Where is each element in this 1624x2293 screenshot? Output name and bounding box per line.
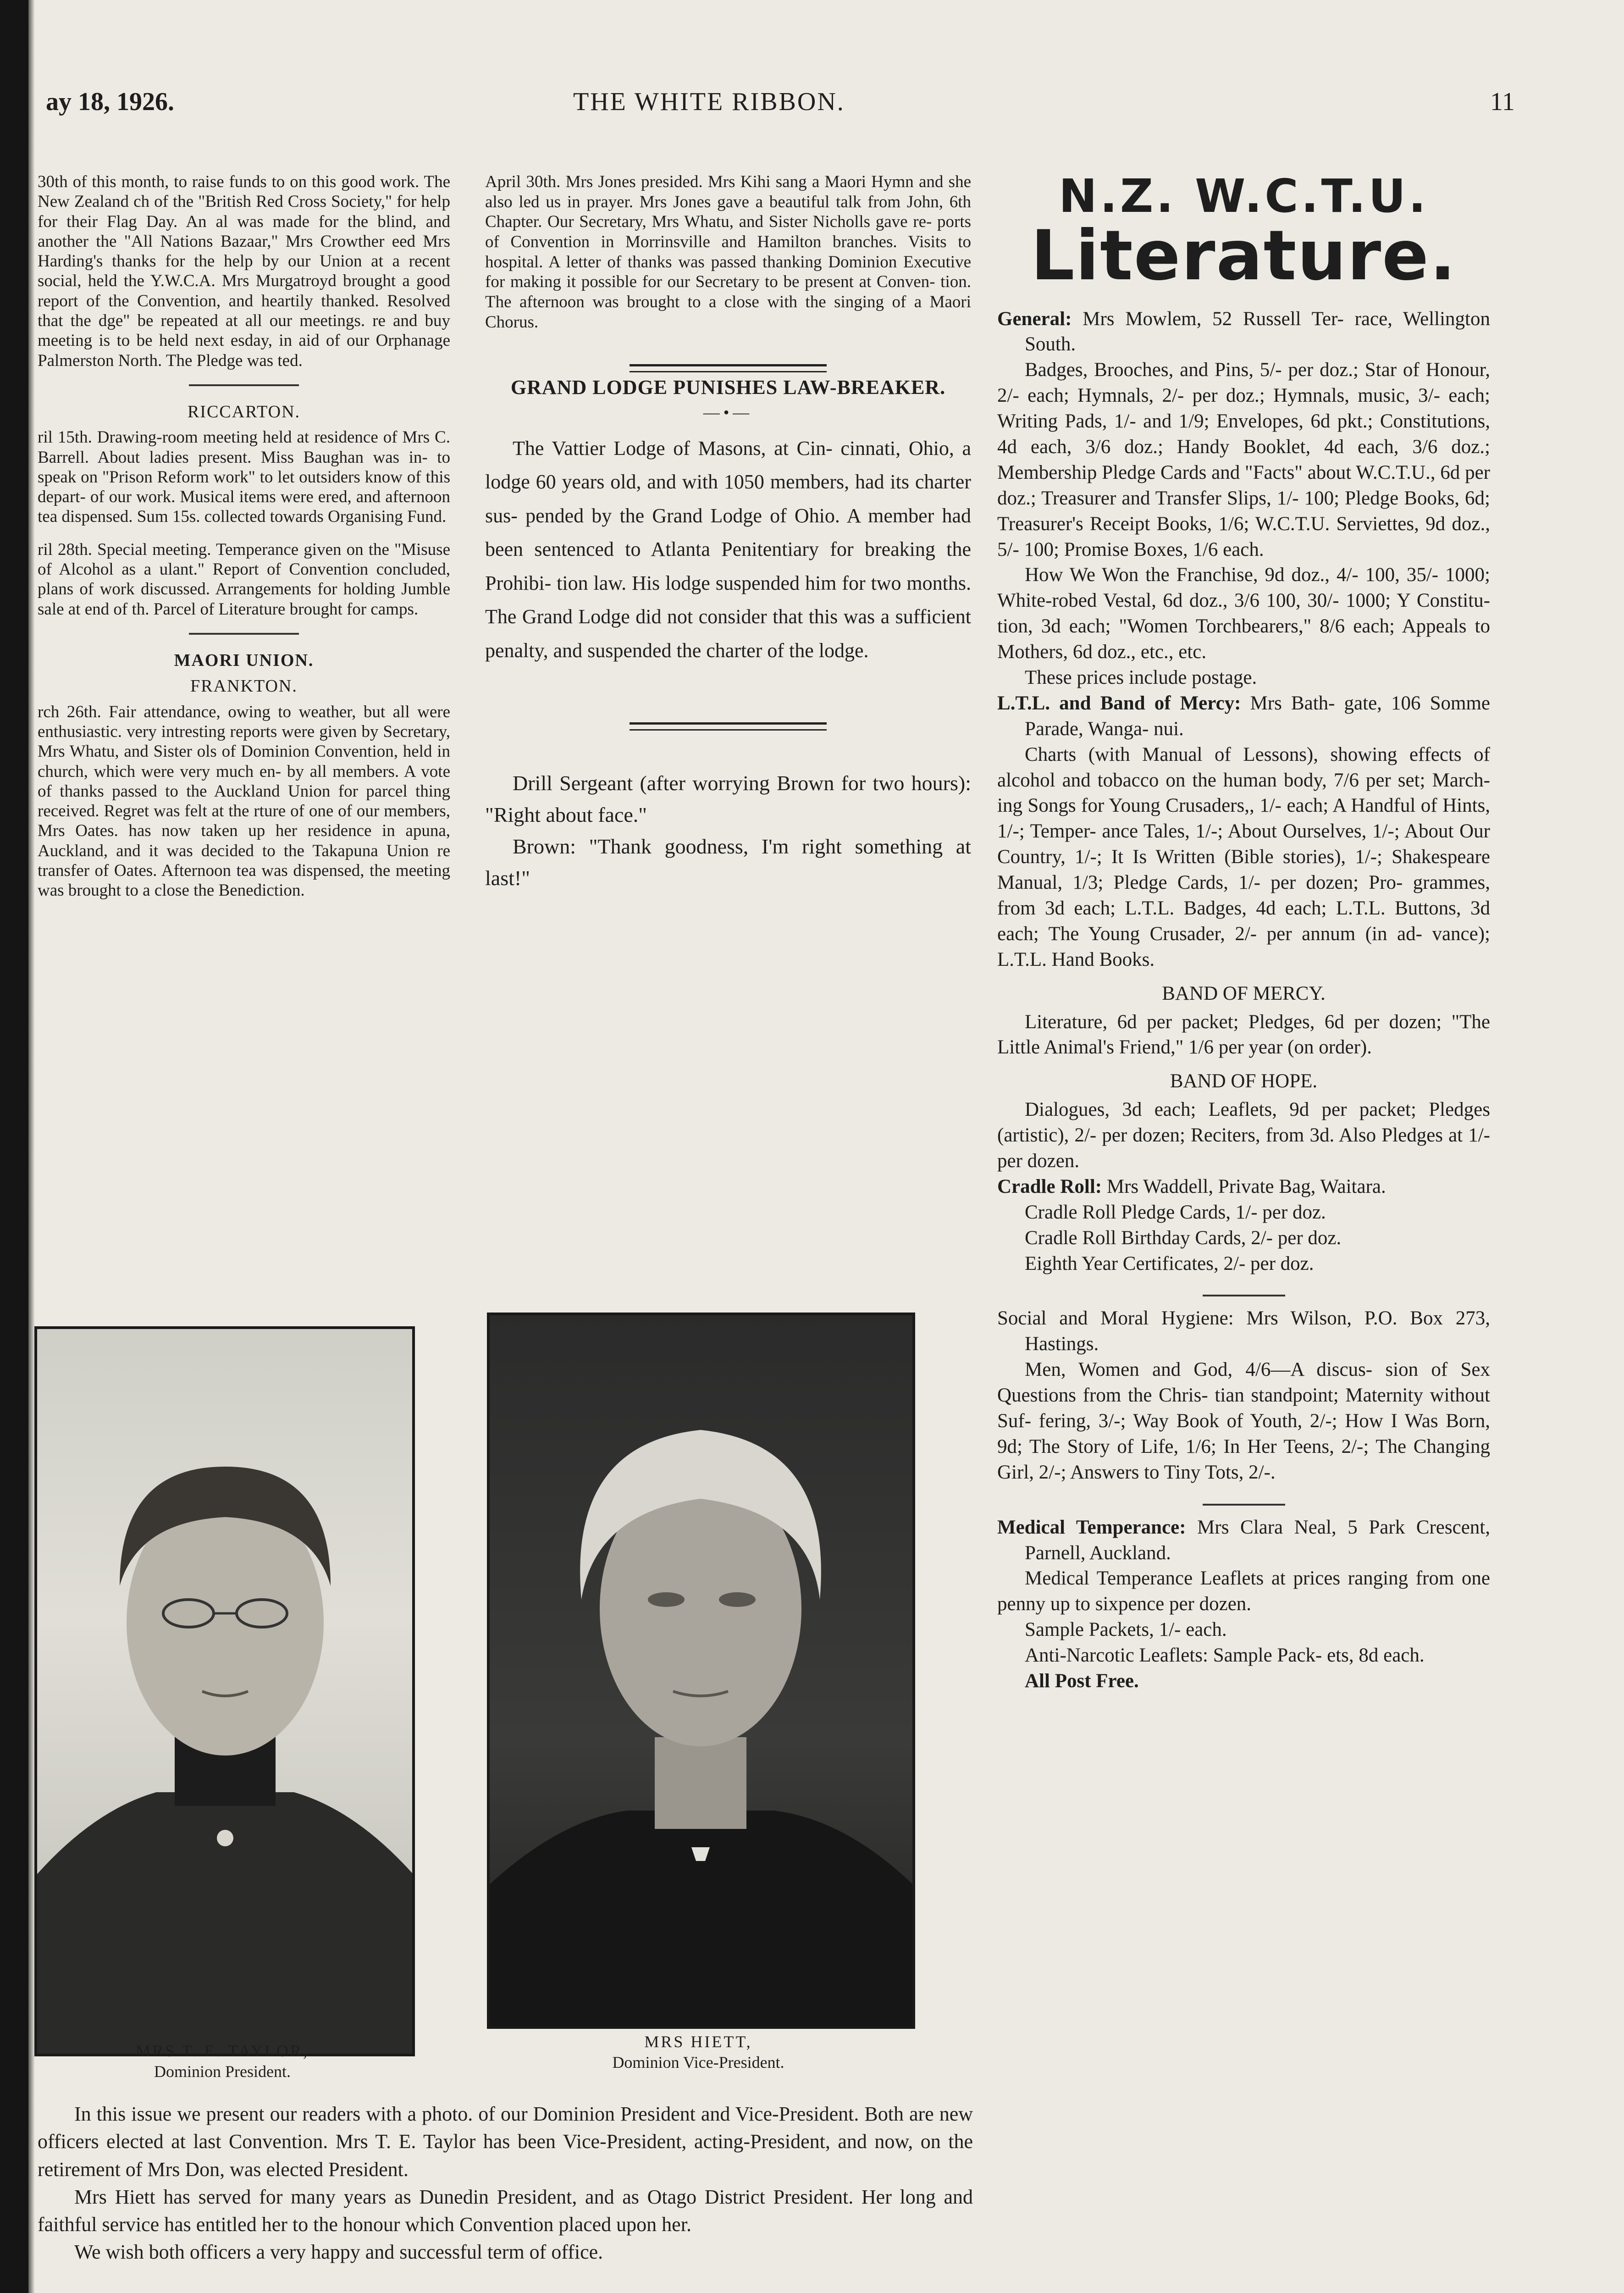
riccarton-heading: RICCARTON. <box>187 402 301 421</box>
section-divider <box>1203 1504 1285 1506</box>
social-hygiene-price-list: Men, Women and God, 4/6—A discus- sion of Sex Questions from the Chris- tian standpoint; Maternity without Suf- fering, 3/-; Way Book of Youth, 2/-; How I Was Born, 9d; The Story of Life, 1/6; In Her Teens, 2/-; The Changing Girl, 2/-; Answers to Tiny Tots, 2/-. <box>997 1359 1490 1483</box>
left-column <box>38 172 450 901</box>
newspaper-title: THE WHITE RIBBON. <box>573 88 845 116</box>
cradle-roll-address: Mrs Waddell, Private Bag, Waitara. <box>1102 1175 1386 1197</box>
post-free-note: All Post Free. <box>1025 1670 1139 1692</box>
sample-packets: Sample Packets, 1/- each. <box>1025 1619 1227 1641</box>
announcement-paragraph-3: We wish both officers a very happy and successful term of office. <box>74 2241 603 2264</box>
caption-taylor-name: MRS T. E. TAYLOR, <box>136 2042 309 2060</box>
cradle-roll-birthday-cards: Cradle Roll Birthday Cards, 2/- per doz. <box>1025 1227 1342 1249</box>
page-binding-edge <box>0 0 28 2293</box>
caption-taylor <box>34 2041 410 2082</box>
cradle-roll-label: Cradle Roll: <box>997 1175 1102 1197</box>
social-hygiene-contact: Social and Moral Hygiene: Mrs Wilson, P.O. Box 273, Hastings. <box>997 1307 1490 1355</box>
riccarton-report-april-28: ril 28th. Special meeting. Temperance given on the "Misuse of Alcohol as a ulant." Report of Convention concluded, plans of work discussed. Arrangements for holding Jumble sale at end of th. Parcel of Literature brought for camps. <box>38 540 450 619</box>
maori-union-heading: MAORI UNION. <box>174 650 314 670</box>
double-rule <box>630 364 827 372</box>
general-contact <box>997 306 1490 358</box>
medical-temperance-contact <box>997 1515 1490 1566</box>
medical-temperance-label: Medical Temperance: <box>997 1516 1186 1538</box>
announcement-paragraph-1: In this issue we present our readers with a photo. of our Dominion President and Vice-President. Both are new officers elected at last Convention. Mrs T. E. Taylor has been Vice-President, acting-President, and now, on the retirement of Mrs Don, was elected President. <box>38 2103 973 2181</box>
middle-column <box>485 172 971 894</box>
postage-note: These prices include postage. <box>1025 666 1257 688</box>
caption-hiett-name: MRS HIETT, <box>644 2033 752 2051</box>
caption-hiett-role: Dominion Vice-President. <box>612 2053 784 2071</box>
literature-heading-org: N.Z. W.C.T.U. <box>1059 169 1429 223</box>
riccarton-report-april-15: ril 15th. Drawing-room meeting held at residence of Mrs C. Barrell. About ladies present. Miss Baughan was in- to speak on "Prison Reform work" to let outsiders know of this depart- of our work. Musical items were ered, and afternoon tea dispensed. Sum 15s. collected towards Organising Fund. <box>38 428 450 526</box>
double-rule <box>630 722 827 731</box>
caption-taylor-role: Dominion President. <box>154 2062 291 2081</box>
ltl-address: Mrs Bath- gate, 106 Somme Parade, Wanga- nui. <box>1025 692 1490 740</box>
grand-lodge-article: The Vattier Lodge of Masons, at Cin- cinnati, Ohio, a lodge 60 years old, and with 1050 members, had its charter sus- pended by the Grand Lodge of Ohio. A member had been sentenced to Atlanta Penitentiary for breaking the Prohibi- tion law. His lodge suspended him for two months. The Grand Lodge did not consider that this was a sufficient penalty, and suspended the charter of the lodge. <box>485 437 971 662</box>
cradle-roll-contact <box>997 1174 1490 1200</box>
literature-heading-title: Literature. <box>1031 216 1457 296</box>
caption-hiett <box>487 2032 910 2073</box>
anti-narcotic-leaflets: Anti-Narcotic Leaflets: Sample Pack- ets, 8d each. <box>1025 1645 1425 1667</box>
ltl-contact <box>997 691 1490 742</box>
band-of-hope-prices: Dialogues, 3d each; Leaflets, 9d per packet; Pledges (artistic), 2/- per dozen; Reciters, from 3d. Also Pledges at 1/- per dozen. <box>997 1099 1490 1172</box>
general-price-list: Badges, Brooches, and Pins, 5/- per doz.; Star of Honour, 2/- each; Hymnals, 2/- per doz.; Hymnals, music, 3/- each; Writing Pads, 1/- and 1/9; Envelopes, 6d pkt.; Constitutions, 4d each, 3/6 doz.; Handy Booklet, 4d each, 3/6 doz.; Membership Pledge Cards and "Facts" about W.C.T.U., 6d per doz.; Treasurer and Transfer Slips, 1/- 100; Pledge Books, 6d; Treasurer's Receipt Books, 1/6; W.C.T.U. Serviettes, 9d doz., 5/- 100; Promise Boxes, 1/6 each. <box>997 359 1490 560</box>
frankton-heading: FRANKTON. <box>190 676 298 696</box>
ltl-price-list: Charts (with Manual of Lessons), showing effects of alcohol and tobacco on the human body, 7/6 per set; March- ing Songs for Young Crusaders,, 1/- each; A Handful of Hints, 1/-; Temper- ance Tales, 1/-; About Ourselves, 1/-; About Our Country, 1/-; It Is Written (Bible stories), 1/-; Shakespeare Manual, 1/3; Pledge Cards, 1/- per dozen; Pro- grammes, from 3d each; L.T.L. Badges, 4d each; L.T.L. Buttons, 3d each; The Young Crusader, 2/- per annum (in ad- vance); L.T.L. Hand Books. <box>997 743 1490 970</box>
photo-mrs-hiett <box>487 1313 915 2029</box>
frankton-april-report: April 30th. Mrs Jones presided. Mrs Kihi sang a Maori Hymn and she also led us in prayer. Mrs Jones gave a beautiful talk from John, 6th Chapter. Our Secretary, Mrs Whatu, and Sister Nicholls gave re- ports of Convention in Morrinsville and Hamilton branches. Visits to hospital. A letter of thanks was passed thanking Dominion Executive for making it possible for our Secretary to be present at Conven- tion. The afternoon was brought to a close with the singing of a Maori Chorus. <box>485 172 971 332</box>
photo-mrs-taylor <box>34 1326 415 2056</box>
joke-line-sergeant: Drill Sergeant (after worrying Brown for two hours): "Right about face." <box>485 771 971 826</box>
literature-heading <box>997 169 1490 296</box>
cradle-roll-pledge-cards: Cradle Roll Pledge Cards, 1/- per doz. <box>1025 1201 1326 1223</box>
joke-line-brown: Brown: "Thank goodness, I'm right something at last!" <box>485 835 971 890</box>
article-headline: GRAND LODGE PUNISHES LAW-BREAKER. <box>510 376 946 399</box>
general-address: Mrs Mowlem, 52 Russell Ter- race, Wellington South. <box>1025 308 1490 355</box>
issue-date: ay 18, 1926. <box>46 88 174 116</box>
headline-ornament: —•— <box>703 403 753 422</box>
union-report-intro: 30th of this month, to raise funds to on this good work. The New Zealand ch of the "British Red Cross Society," for help for their Flag Day. An al was made for the blind, and another the "All Nations Bazaar," Mrs Crowther eed Mrs Harding's thanks for the help by our Union at a recent social, held the Y.W.C.A. Mrs Murgatroyd brought a good report of the Convention, and heartily thanked. Resolved that the dge" be repeated at all our meetings. re and buy meeting is to be held next esday, in aid of our Orphanage Palmerston North. The Pledge was ted. <box>38 172 450 370</box>
section-divider <box>189 384 299 386</box>
right-column-literature <box>997 169 1490 1694</box>
band-of-mercy-heading: BAND OF MERCY. <box>1162 982 1326 1004</box>
page-header <box>37 87 1531 128</box>
section-divider <box>189 633 299 635</box>
page-number: 11 <box>1490 88 1515 116</box>
section-divider <box>1203 1295 1285 1296</box>
announcement-paragraph-2: Mrs Hiett has served for many years as Dunedin President, and as Otago District President. Her long and faithful service has entitled her to the honour which Convention placed upon her. <box>38 2185 973 2236</box>
ltl-label: L.T.L. and Band of Mercy: <box>997 692 1241 714</box>
officers-announcement <box>38 2100 973 2266</box>
band-of-hope-heading: BAND OF HOPE. <box>1170 1070 1318 1092</box>
joke-item <box>485 767 971 894</box>
frankton-report: rch 26th. Fair attendance, owing to weather, but all were enthusiastic. very intresting reports were given by Secretary, Mrs Whatu, and Sister ols of Dominion Convention, held in church, which were very much en- by all members. A vote of thanks passed to the Auckland Union for parcel thing received. Regret was felt at the rture of one of our members, Mrs Oates. has now taken up her residence in apuna, Auckland, and it was decided to the Takapuna Union re transfer of Oates. Afternoon tea was dispensed, the meeting was brought to a close the Benediction. <box>38 702 450 900</box>
portrait-taylor-illustration <box>37 1329 412 2054</box>
medical-leaflets-note: Medical Temperance Leaflets at prices ranging from one penny up to sixpence per dozen. <box>997 1567 1490 1615</box>
medical-temperance-address: Mrs Clara Neal, 5 Park Crescent, Parnell, Auckland. <box>1025 1516 1490 1564</box>
general-label: General: <box>997 308 1072 330</box>
franchise-price-list: How We Won the Franchise, 9d doz., 4/- 100, 35/- 1000; White-robed Vestal, 6d doz., 3/6 100, 30/- 1000; Y Constitu- tion, 3d each; "Women Torchbearers," 8/6 each; Appeals to Mothers, 6d doz., etc., etc. <box>997 564 1490 663</box>
band-of-mercy-prices: Literature, 6d per packet; Pledges, 6d per dozen; "The Little Animal's Friend," 1/6 per year (on order). <box>997 1011 1490 1058</box>
portrait-hiett-illustration <box>490 1315 912 2026</box>
eighth-year-certificates: Eighth Year Certificates, 2/- per doz. <box>1025 1252 1314 1274</box>
